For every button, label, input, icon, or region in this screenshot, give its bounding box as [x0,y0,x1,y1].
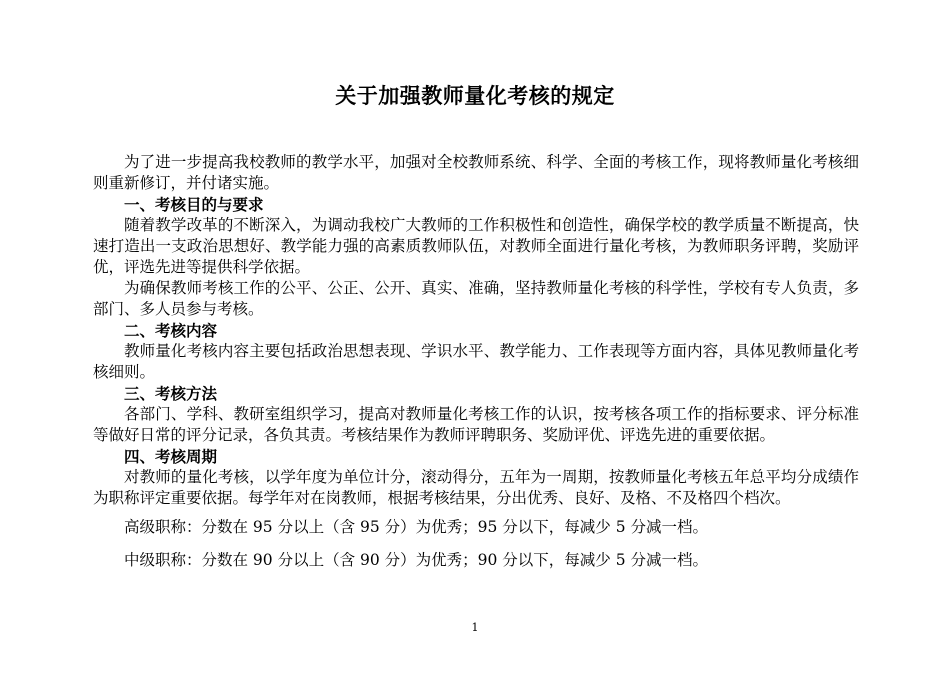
document-body [93,152,859,583]
grade-rule-senior: 高级职称：分数在 95 分以上（含 95 分）为优秀；95 分以下，每减少 5 分减一档。 [124,518,709,536]
body-paragraph: 各部门、学科、教研室组织学习，提高对教师量化考核工作的认识，按考核各项工作的指标要求、评分标准等做好日常的评分记录，各负其责。考核结果作为教师评聘职务、奖励评优、评选先进的重要依据。 [93,405,859,444]
document-title: 关于加强教师量化考核的规定 [335,83,615,108]
section-heading-cycle: 四、考核周期 [124,447,218,466]
intro-paragraph: 为了进一步提高我校教师的教学水平，加强对全校教师系统、科学、全面的考核工作，现将教师量化考核细则重新修订，并付诸实施。 [93,153,859,192]
section-heading-purpose: 一、考核目的与要求 [124,195,264,214]
body-paragraph: 为确保教师考核工作的公平、公正、公开、真实、准确，坚持教师量化考核的科学性，学校有专人负责，多部门、多人员参与考核。 [93,279,859,318]
body-paragraph: 对教师的量化考核，以学年度为单位计分，滚动得分，五年为一周期，按教师量化考核五年总平均分成绩作为职称评定重要依据。每学年对在岗教师，根据考核结果，分出优秀、良好、及格、不及格四个档次。 [93,468,859,507]
grade-rule-intermediate: 中级职称：分数在 90 分以上（含 90 分）为优秀；90 分以下，每减少 5 分减一档。 [124,551,709,569]
body-paragraph: 随着教学改革的不断深入，为调动我校广大教师的工作积极性和创造性，确保学校的教学质量不断提高，快速打造出一支政治思想好、教学能力强的高素质教师队伍，对教师全面进行量化考核，为教师职务评聘，奖励评优，评选先进等提供科学依据。 [93,216,859,276]
section-heading-method: 三、考核方法 [124,384,218,403]
section-heading-content: 二、考核内容 [124,321,218,340]
page-number: 1 [471,621,479,634]
body-paragraph: 教师量化考核内容主要包括政治思想表现、学识水平、教学能力、工作表现等方面内容，具体见教师量化考核细则。 [93,342,859,381]
